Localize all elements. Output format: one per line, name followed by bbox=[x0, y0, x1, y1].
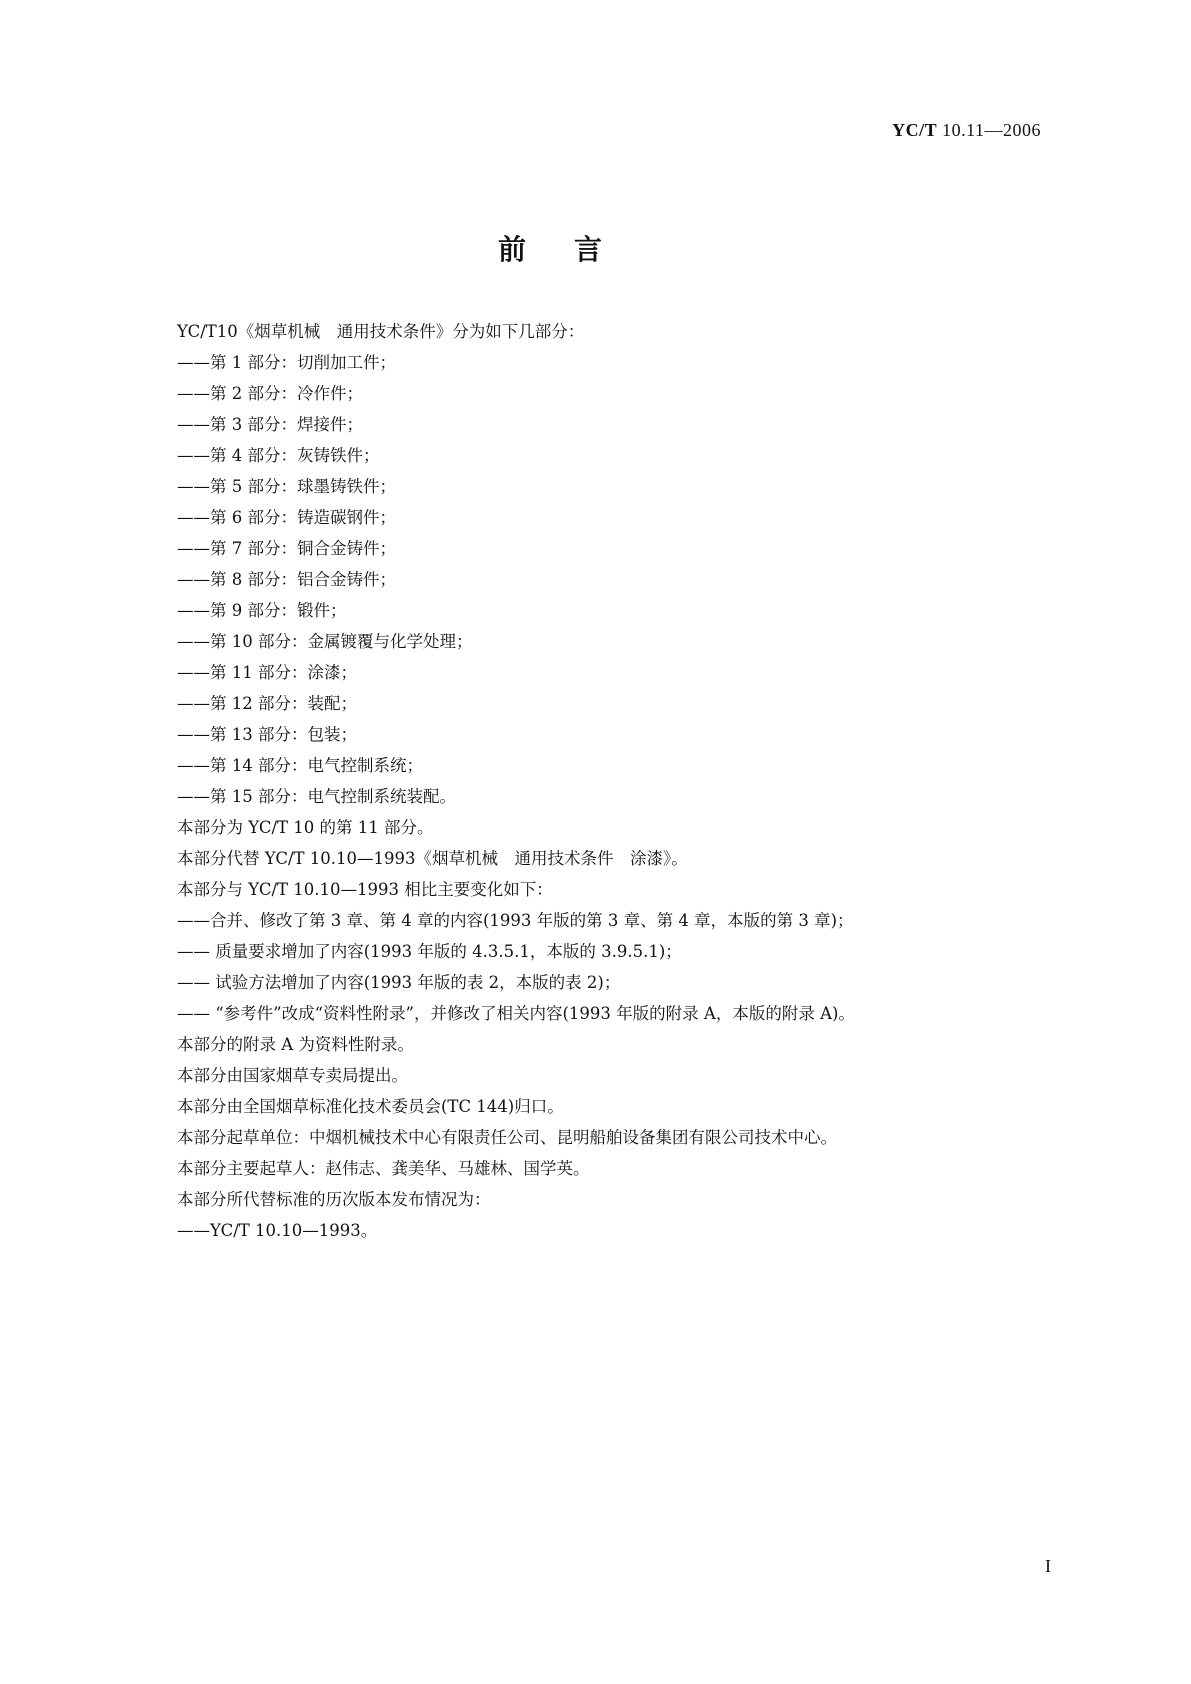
text-line: ——第 2 部分：冷作件； bbox=[177, 384, 363, 403]
text-line: ——第 6 部分：铸造碳钢件； bbox=[177, 508, 396, 527]
text-line: ——第 9 部分：锻件； bbox=[177, 601, 347, 620]
text-line: —— 试验方法增加了内容(1993 年版的表 2，本版的表 2)； bbox=[177, 973, 621, 992]
text-line: 本部分为 YC/T 10 的第 11 部分。 bbox=[177, 818, 434, 837]
text-line: ——第 4 部分：灰铸铁件； bbox=[177, 446, 380, 465]
text-line: 本部分与 YC/T 10.10—1993 相比主要变化如下： bbox=[177, 880, 553, 899]
text-line: ——第 3 部分：焊接件； bbox=[177, 415, 363, 434]
text-line: ——第 13 部分：包装； bbox=[177, 725, 357, 744]
document-code-number: 10.11—2006 bbox=[937, 120, 1041, 140]
page-number: I bbox=[1045, 1556, 1051, 1576]
text-line: 本部分起草单位：中烟机械技术中心有限责任公司、昆明船舶设备集团有限公司技术中心。 bbox=[177, 1128, 837, 1147]
page-title: 前言 bbox=[497, 233, 650, 266]
text-line: 本部分主要起草人：赵伟志、龚美华、马雄林、国学英。 bbox=[177, 1159, 590, 1178]
text-line: ——合并、修改了第 3 章、第 4 章的内容(1993 年版的第 3 章、第 4 章，本版的第 3 章)； bbox=[177, 911, 854, 930]
text-line: ——第 15 部分：电气控制系统装配。 bbox=[177, 787, 456, 806]
text-line: ——第 10 部分：金属镀覆与化学处理； bbox=[177, 632, 473, 651]
text-line: 本部分所代替标准的历次版本发布情况为： bbox=[177, 1190, 491, 1209]
foreword-body bbox=[177, 316, 1057, 1246]
text-line: ——第 8 部分：铝合金铸件； bbox=[177, 570, 396, 589]
text-line: ——第 11 部分：涂漆； bbox=[177, 663, 357, 682]
text-line: —— 质量要求增加了内容(1993 年版的 4.3.5.1，本版的 3.9.5.1)； bbox=[177, 942, 682, 961]
text-line: —— “参考件”改成“资料性附录”，并修改了相关内容(1993 年版的附录 A，本版的附录 A)。 bbox=[177, 1004, 855, 1023]
text-line: 本部分代替 YC/T 10.10—1993《烟草机械 通用技术条件 涂漆》。 bbox=[177, 849, 688, 868]
document-code bbox=[892, 120, 1041, 141]
text-line: 本部分由国家烟草专卖局提出。 bbox=[177, 1066, 408, 1085]
text-line: ——第 7 部分：铜合金铸件； bbox=[177, 539, 396, 558]
text-line: ——第 5 部分：球墨铸铁件； bbox=[177, 477, 396, 496]
document-code-prefix: YC/T bbox=[892, 120, 938, 140]
text-line: YC/T10《烟草机械 通用技术条件》分为如下几部分： bbox=[177, 322, 585, 341]
text-line: ——第 12 部分：装配； bbox=[177, 694, 357, 713]
text-line: ——第 14 部分：电气控制系统； bbox=[177, 756, 423, 775]
text-line: 本部分由全国烟草标准化技术委员会(TC 144)归口。 bbox=[177, 1097, 564, 1116]
text-line: ——第 1 部分：切削加工件； bbox=[177, 353, 396, 372]
text-line: 本部分的附录 A 为资料性附录。 bbox=[177, 1035, 414, 1054]
text-line: ——YC/T 10.10—1993。 bbox=[177, 1221, 378, 1240]
